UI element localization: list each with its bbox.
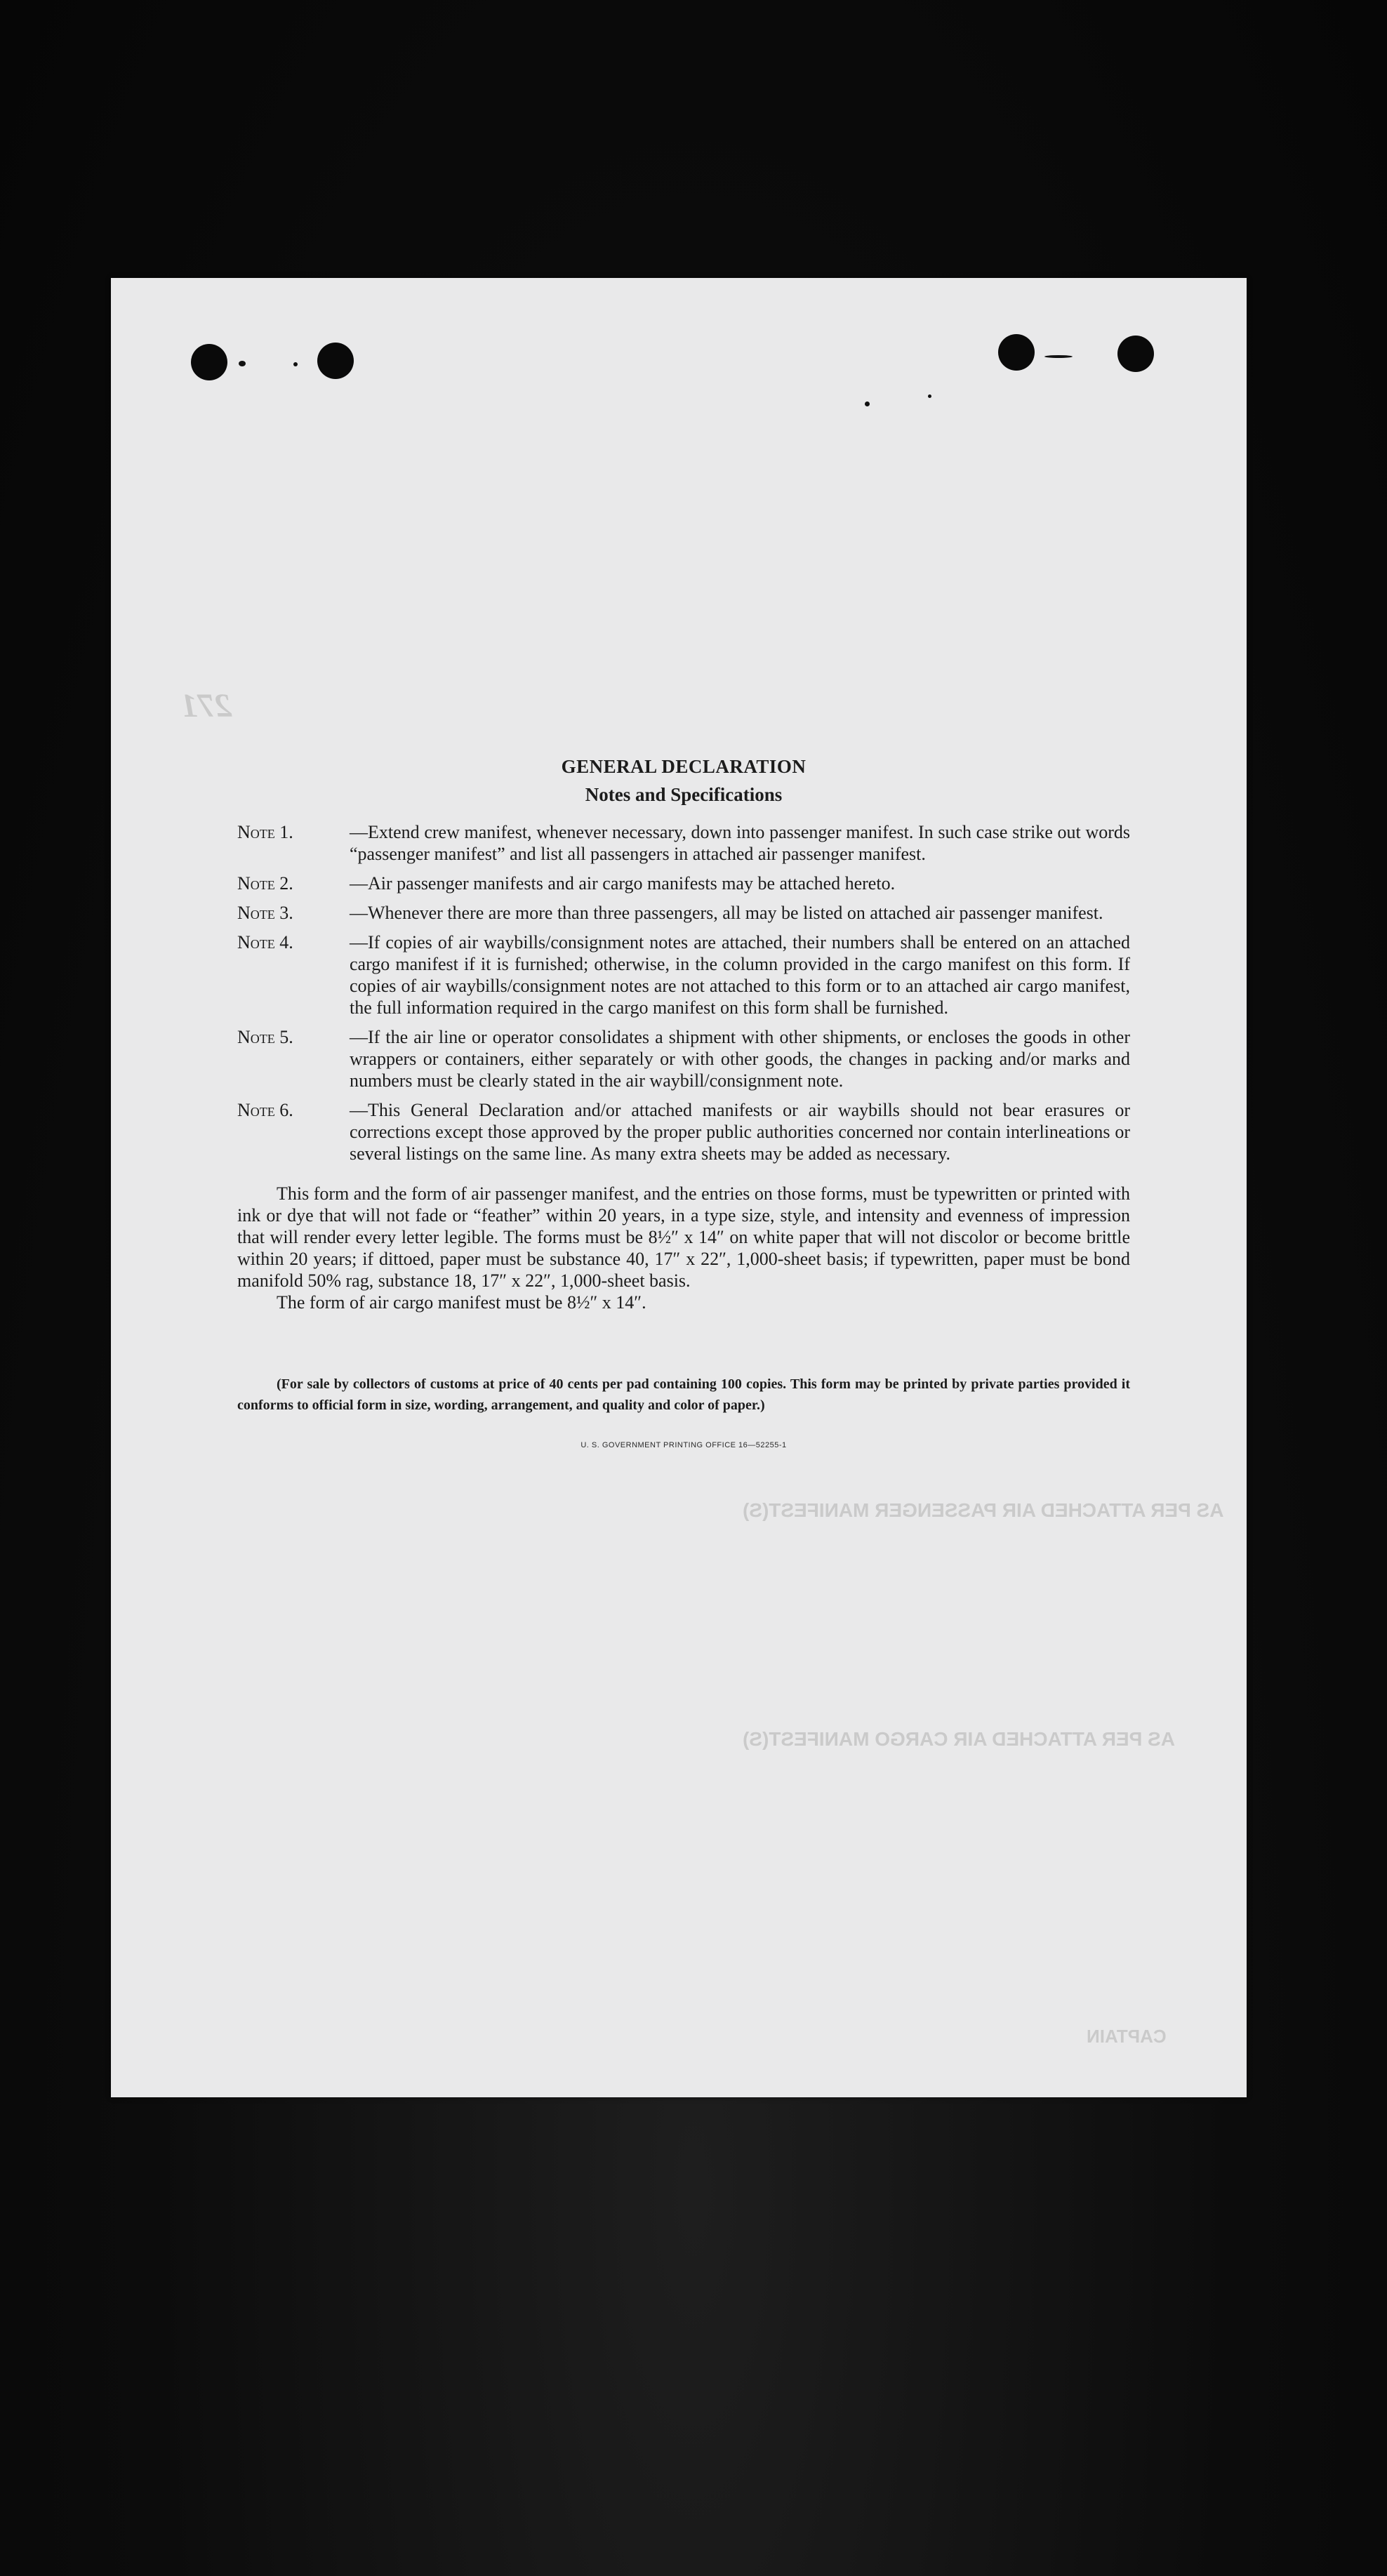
note-6-text: —This General Declaration and/or attached manifests or air waybills should not bear erasures or corrections except those approved by the proper public authorities concerned nor contain interlineations or several listings on the same line. As many extra sheets may be added as necessary.: [350, 1100, 1130, 1164]
note-1-text: —Extend crew manifest, whenever necessary, down into passenger manifest. In such case strike out words “passenger manifest” and list all passengers in attached air passenger manifest.: [350, 822, 1130, 864]
declaration-content: [237, 752, 1130, 1449]
note-4-text: —If copies of air waybills/consignment notes are attached, their numbers shall be entered on an attached cargo manifest if it is furnished; otherwise, in the column provided in the cargo manifest on this form. If copies of air waybills/consignment notes are not attached to this form or to an attached air cargo manifest, the full information required in the cargo manifest on this form shall be furnished.: [350, 932, 1130, 1018]
speck: [928, 394, 931, 398]
note-4-label: Note 4.: [237, 932, 293, 952]
cargo-manifest-size-line: The form of air cargo manifest must be 8½″ x 14″.: [277, 1292, 646, 1313]
note-6: [237, 1099, 1130, 1164]
note-5: [237, 1026, 1130, 1091]
bleed-through-captain: CAPTAIN: [1087, 2026, 1167, 2047]
note-3-label: Note 3.: [237, 903, 293, 923]
document-title: GENERAL DECLARATION: [561, 756, 807, 777]
punch-hole-right-1: [998, 334, 1035, 371]
note-4: [237, 931, 1130, 1018]
note-3-text: —Whenever there are more than three passengers, all may be listed on attached air passenger manifest.: [350, 903, 1103, 923]
punch-hole-left-2: [317, 343, 354, 379]
note-2-label: Note 2.: [237, 873, 293, 894]
bleed-through-cargo-line: AS PER ATTACHED AIR CARGO MANIFEST(S): [743, 1728, 1175, 1750]
document-page: [111, 278, 1247, 2097]
note-5-text: —If the air line or operator consolidates a shipment with other shipments, or encloses the goods in other wrappers or containers, either separately or with other goods, the changes in packing and/or marks and numbers must be clearly stated in the air waybill/consignment note.: [350, 1027, 1130, 1091]
printing-office-imprint: U. S. GOVERNMENT PRINTING OFFICE 16—52255-1: [580, 1441, 787, 1449]
note-1-label: Note 1.: [237, 822, 293, 842]
punch-hole-right-2: [1117, 336, 1154, 372]
form-specification-paragraph: This form and the form of air passenger manifest, and the entries on those forms, must be typewritten or printed with ink or dye that will not fade or “feather” within 20 years, in a type size, style, and intensity and evenness of impression that will render every letter legible. The forms must be 8½″ x 14″ on white paper that will not discolor or become brittle within 20 years; if dittoed, paper must be substance 40, 17″ x 22″, 1,000-sheet basis; if typewritten, paper must be bond manifold 50% rag, substance 18, 17″ x 22″, 1,000-sheet basis.: [237, 1183, 1130, 1291]
bleed-through-number: 271: [181, 687, 232, 724]
speck: [1044, 355, 1073, 358]
note-6-label: Note 6.: [237, 1100, 293, 1120]
punch-hole-left-1: [191, 344, 227, 380]
note-5-label: Note 5.: [237, 1027, 293, 1047]
sale-notice: (For sale by collectors of customs at price of 40 cents per pad containing 100 copies. This form may be printed by private parties provided it conforms to official form in size, wording, arrangement, and quality and color of paper.): [237, 1376, 1130, 1413]
bleed-through-passenger-line: AS PER ATTACHED AIR PASSENGER MANIFEST(S): [743, 1499, 1224, 1521]
speck: [865, 401, 870, 406]
speck: [239, 361, 246, 366]
note-1: [237, 821, 1130, 865]
note-3: [237, 902, 1130, 924]
note-2-text: —Air passenger manifests and air cargo manifests may be attached hereto.: [350, 873, 896, 894]
document-subtitle: Notes and Specifications: [585, 784, 783, 805]
note-2: [237, 872, 1130, 894]
speck: [293, 362, 298, 366]
